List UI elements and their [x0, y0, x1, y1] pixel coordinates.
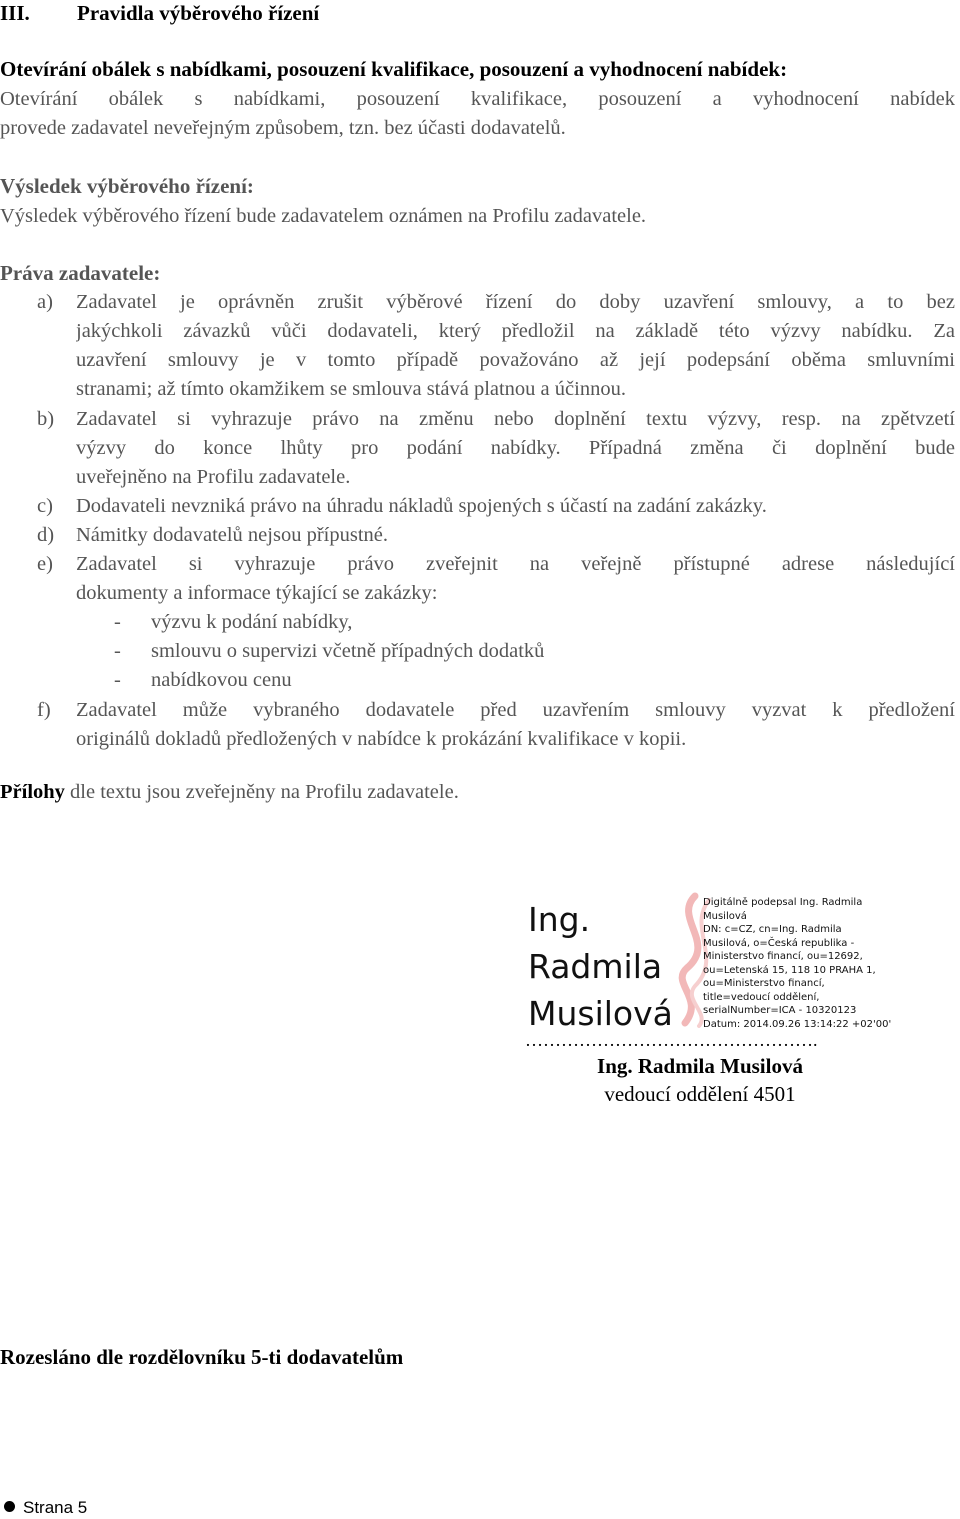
distribution-note: Rozesláno dle rozdělovníku 5-ti dodavatelům: [0, 1345, 404, 1369]
result-text: Výsledek výběrového řízení bude zadavatelem oznámen na Profilu zadavatele.: [0, 205, 647, 227]
item-line: Dodavateli nevzniká právo na úhradu nákladů spojených s účastí na zadání zakázky.: [76, 495, 767, 517]
opening-line-1: Otevírání obálek s nabídkami, posouzení kvalifikace, posouzení a vyhodnocení nabídek: [0, 88, 955, 110]
page-footer: [4, 1497, 87, 1519]
rights-item-c: [37, 492, 955, 521]
opening-heading: Otevírání obálek s nabídkami, posouzení kvalifikace, posouzení a vyhodnocení nabídek:: [0, 57, 788, 81]
rights-heading: Práva zadavatele:: [0, 261, 161, 285]
rights-item-f: [37, 696, 955, 754]
item-label: f): [37, 699, 51, 721]
attachments-text: dle textu jsou zveřejněny na Profilu zadavatele.: [64, 781, 459, 803]
page-number: Strana 5: [23, 1498, 88, 1517]
attachments-note: [0, 778, 459, 807]
signer-name: Ing. Radmila Musilová: [597, 1054, 803, 1078]
section-title: Pravidla výběrového řízení: [77, 1, 320, 25]
item-line: jakýchkoli závazků vůči dodavateli, který předložil na základě této výzvy nabídku. Za: [76, 320, 955, 342]
opening-line-2: provede zadavatel neveřejným způsobem, tzn. bez účasti dodavatelů.: [0, 117, 566, 139]
item-label: e): [37, 553, 53, 575]
item-line: uzavření smlouvy je v tomto případě považováno až její podepsání oběma smluvními: [76, 349, 955, 371]
item-label: c): [37, 495, 53, 517]
result-heading: Výsledek výběrového řízení:: [0, 174, 254, 198]
item-line: Námitky dodavatelů nejsou přípustné.: [76, 524, 388, 546]
signature-details: Digitálně podepsal Ing. Radmila Musilová DN: c=CZ, cn=Ing. Radmila Musilová, o=Česká republika - Ministerstvo financí, ou=12692, ou=Letenská 15, 118 10 PRAHA 1, ou=Ministerstvo financí, title=vedoucí oddělení, serialNumber=ICA - 10320123 Datum: 2014.09.26 13:14:22 +02'00': [703, 897, 892, 1030]
rights-item-b: [37, 405, 955, 492]
item-line: výzvy do konce lhůty pro podání nabídky. Případná změna či doplnění bude: [76, 437, 955, 459]
item-line: uveřejněno na Profilu zadavatele.: [76, 466, 351, 488]
item-line: stranami; až tímto okamžikem se smlouva stává platnou a účinnou.: [76, 378, 626, 400]
rights-item-d: [37, 521, 955, 550]
item-label: d): [37, 524, 55, 546]
item-label: a): [37, 291, 53, 313]
item-line: Zadavatel si vyhrazuje právo na změnu nebo doplnění textu výzvy, resp. na zpětvzetí: [76, 408, 955, 430]
section-number: III.: [0, 1, 30, 25]
item-line: Zadavatel je oprávněn zrušit výběrové řízení do doby uzavření smlouvy, a to bez: [76, 291, 955, 313]
item-label: b): [37, 408, 55, 430]
attachments-label: Přílohy: [0, 781, 65, 803]
signature-line: ………………………………………….: [525, 1030, 818, 1050]
rights-item-a: [37, 288, 955, 404]
item-line: dokumenty a informace týkající se zakázky:: [76, 582, 438, 604]
section-heading: [0, 0, 319, 26]
item-line: Zadavatel může vybraného dodavatele před uzavřením smlouvy vyzvat k předložení: [76, 699, 955, 721]
digital-signature: [525, 888, 892, 1038]
item-line: Zadavatel si vyhrazuje právo zveřejnit na veřejně přístupné adrese následující: [76, 553, 955, 575]
signature-name: Ing. Radmila Musilová: [528, 900, 673, 1033]
rights-item-e: [37, 550, 955, 608]
item-line: originálů dokladů předložených v nabídce k prokázání kvalifikace v kopii.: [76, 728, 687, 750]
bullet-icon: [4, 1501, 15, 1512]
signer-title: vedoucí oddělení 4501: [604, 1082, 796, 1106]
opening-text: [0, 85, 955, 143]
